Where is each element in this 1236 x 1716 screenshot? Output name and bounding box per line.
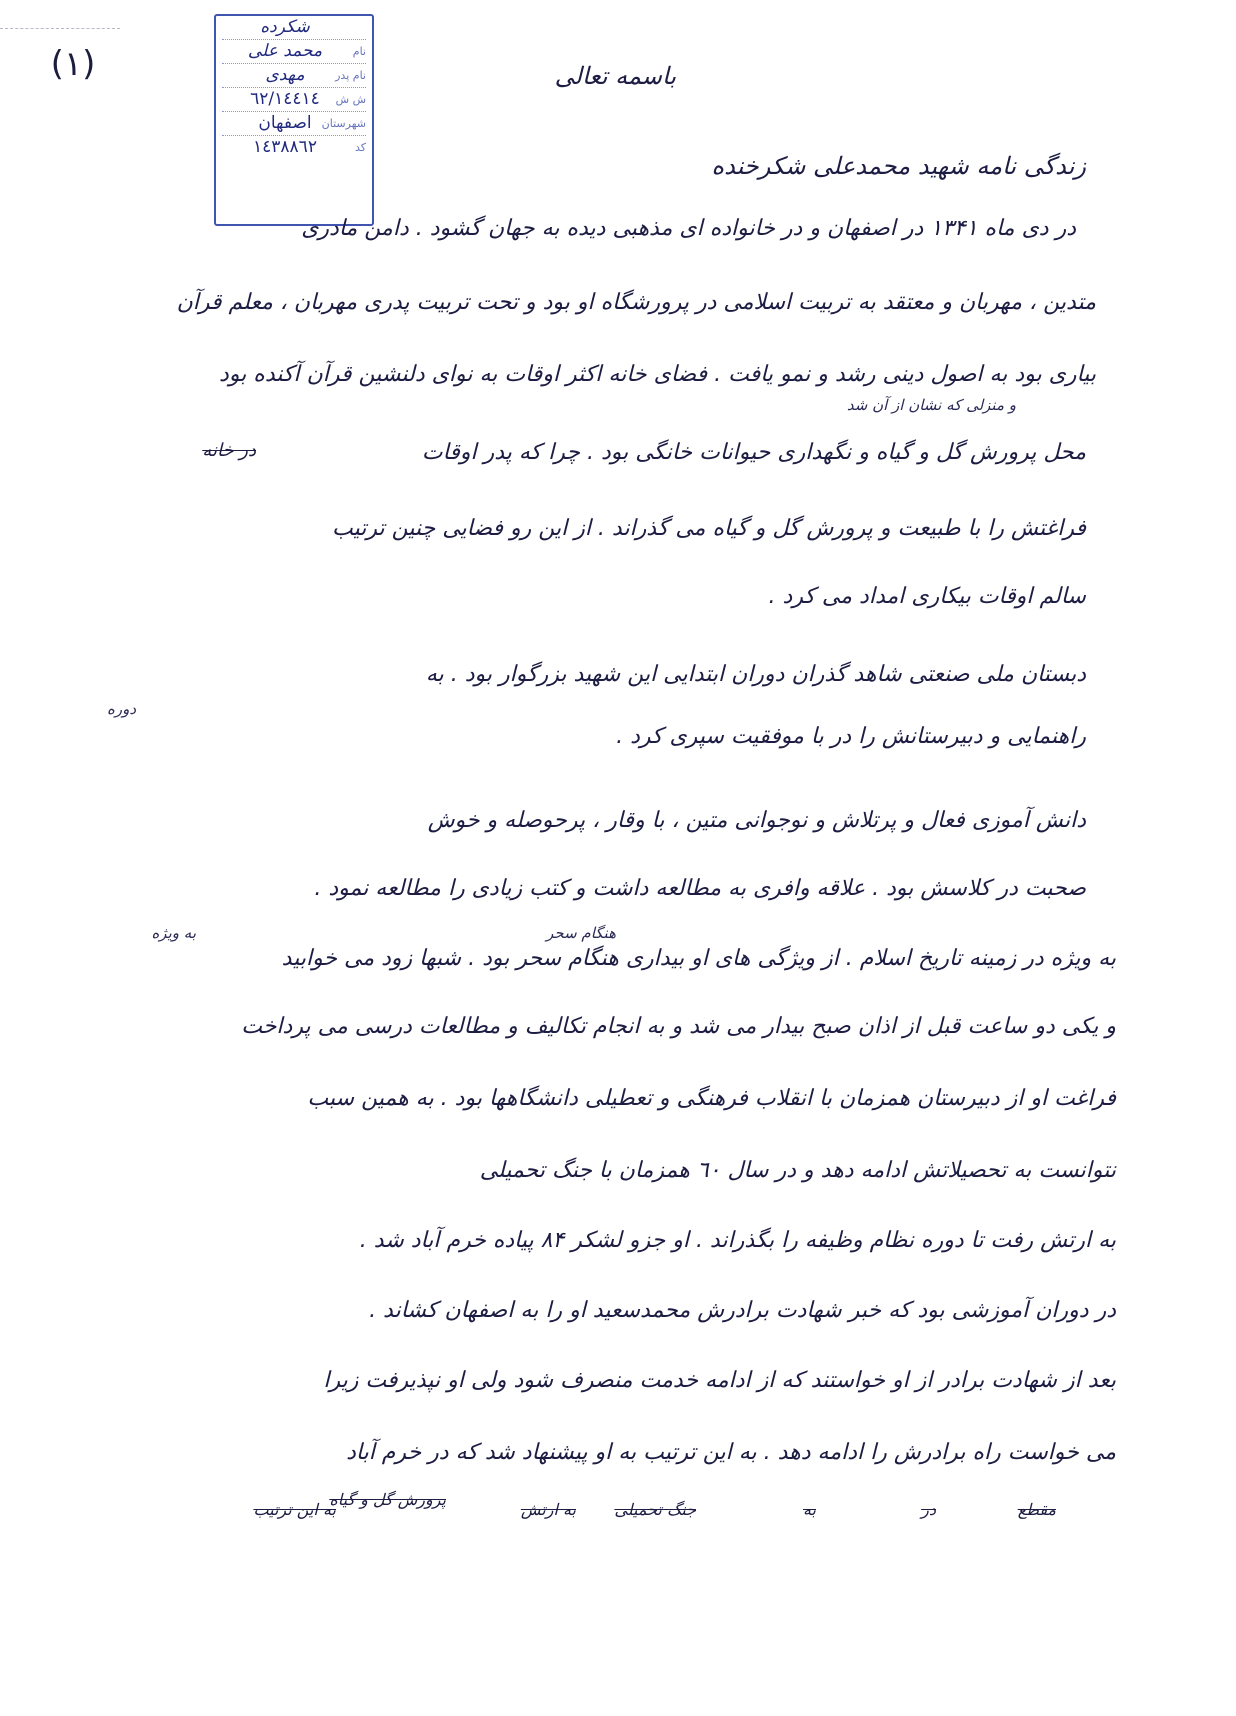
text-line: به ارتش رفت تا دوره نظام وظیفه را بگذراند . او جزو لشکر ۸۴ پیاده خرم آباد شد .: [359, 1228, 1116, 1253]
struck-word: پرورش گل و گیاه: [329, 1490, 446, 1509]
text-line: راهنمایی و دبیرستانش را در با موفقیت سپری کرد .: [616, 724, 1086, 749]
text-line: و یکی دو ساعت قبل از اذان صبح بیدار می شد و به انجام تکالیف و مطالعات درسی می پرداخت: [241, 1014, 1116, 1039]
text-line: در دوران آموزشی بود که خبر شهادت برادرش محمدسعید او را به اصفهان کشاند .: [369, 1298, 1116, 1323]
stamp-row-name: [222, 40, 366, 64]
stamp-label: کد: [354, 141, 366, 154]
struck-word: جنگ تحمیلی: [614, 1500, 696, 1519]
struck-word: در خانه: [202, 440, 256, 461]
stamp-value: مهدی: [265, 65, 305, 85]
text-line: نتوانست به تحصیلاتش ادامه دهد و در سال ٦٠ همزمان با جنگ تحمیلی: [479, 1158, 1116, 1183]
stamp-title: شکرده: [260, 17, 310, 37]
text-line: فراغتش را با طبیعت و پرورش گل و گیاه می گذراند . از این رو فضایی چنین ترتیب: [331, 516, 1086, 541]
stamp-title-row: [222, 16, 366, 40]
text-line: محل پرورش گل و گیاه و نگهداری حیوانات خانگی بود . چرا که پدر اوقات: [421, 440, 1086, 465]
margin-insertion: دوره: [106, 700, 136, 718]
text-line: دانش آموزی فعال و پرتلاش و نوجوانی متین ، با وقار ، پرحوصله و خوش: [427, 808, 1086, 833]
text-line: به ویژه در زمینه تاریخ اسلام . از ویژگی های او بیداری هنگام سحر بود . شبها زود می خوابید: [281, 946, 1116, 971]
stamp-value: اصفهان: [258, 113, 312, 133]
stamp-label: ش ش: [335, 93, 366, 106]
text-line: بعد از شهادت برادر از او خواستند که از ادامه خدمت منصرف شود ولی او نپذیرفت زیرا: [323, 1368, 1116, 1393]
text-line: متدین ، مهربان و معتقد به تربیت اسلامی در پرورشگاه او بود و تحت تربیت پدری مهربان ، معلم قرآن: [176, 290, 1096, 315]
stamp-value: ١٤٣٨٨٦٢: [253, 137, 317, 157]
registration-stamp: [214, 14, 374, 226]
text-line: صحبت در کلاسش بود . علاقه وافری به مطالعه داشت و کتب زیادی را مطالعه نمود .: [314, 876, 1086, 901]
struck-word: به: [802, 1500, 816, 1519]
page-number: (۱): [50, 44, 96, 84]
stamp-value: ٦٢/١٤٤١٤: [250, 89, 320, 109]
stamp-label: شهرستان: [321, 117, 366, 130]
stamp-row-father: [222, 64, 366, 88]
stamp-row-city: [222, 112, 366, 136]
document-subtitle: زندگی نامه شهید محمدعلی شکرخنده: [711, 152, 1086, 180]
text-line: در دی ماه ۱۳۴۱ در اصفهان و در خانواده ای مذهبی دیده به جهان گشود . دامن مادری: [301, 216, 1076, 241]
text-line: می خواست راه برادرش را ادامه دهد . به این ترتیب به او پیشنهاد شد که در خرم آباد: [346, 1440, 1116, 1465]
stamp-label: نام پدر: [335, 69, 366, 82]
text-line: و منزلی که نشان از آن شد: [846, 396, 1016, 414]
document-heading: باسمه تعالی: [554, 62, 676, 90]
margin-insertion: هنگام سحر: [546, 924, 616, 942]
stamp-row-code: [222, 136, 366, 159]
stamp-label: نام: [352, 45, 366, 58]
stamp-row-id: [222, 88, 366, 112]
struck-word: در: [921, 1500, 936, 1519]
text-line: دبستان ملی صنعتی شاهد گذران دوران ابتدایی این شهید بزرگوار بود . به: [425, 662, 1086, 687]
margin-insertion: به ویژه: [151, 924, 196, 942]
stamp-value: محمد علی: [247, 41, 323, 61]
struck-word: مقطع: [1017, 1500, 1056, 1519]
struck-word: به این ترتیب: [253, 1500, 336, 1519]
text-line: سالم اوقات بیکاری امداد می کرد .: [768, 584, 1086, 609]
text-line: فراغت او از دبیرستان همزمان با انقلاب فرهنگی و تعطیلی دانشگاهها بود . به همین سبب: [307, 1086, 1116, 1111]
struck-word: به ارتش: [520, 1500, 576, 1519]
text-line: بیاری بود به اصول دینی رشد و نمو یافت . فضای خانه اکثر اوقات به نوای دلنشین قرآن آکنده بود: [219, 362, 1096, 387]
